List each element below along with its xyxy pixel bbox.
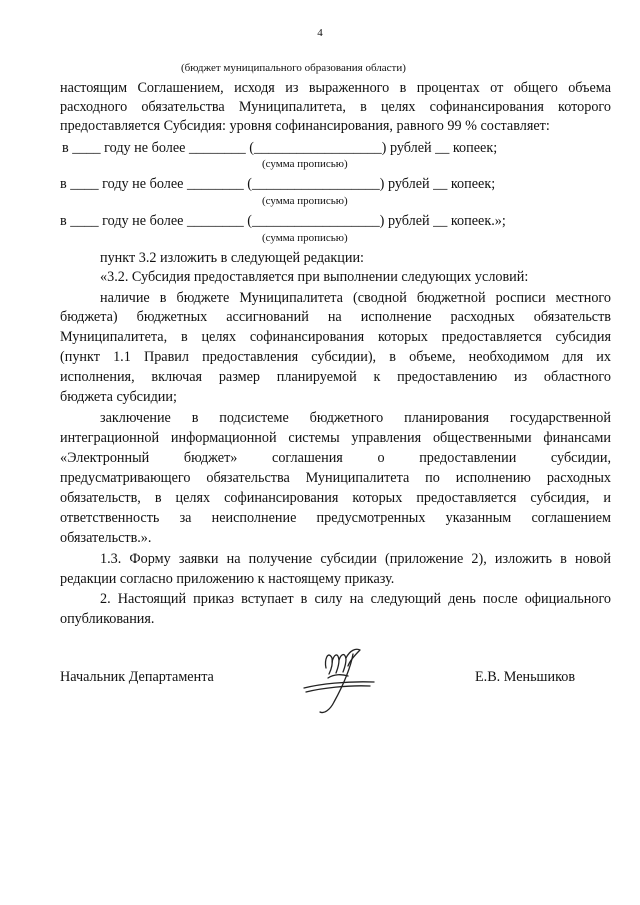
para2-line-3: «Электронный бюджет» соглашения о предоставлении субсидии, — [60, 450, 611, 466]
para1-line-5: исполнения, включая размер планируемой к предоставлению из областного — [60, 369, 611, 385]
item13-line-1: 1.3. Форму заявки на получение субсидии (приложение 2), изложить в новой — [100, 551, 611, 567]
item13-line-2: редакции согласно приложению к настоящему приказу. — [60, 571, 395, 587]
signer-title: Начальник Департамента — [60, 669, 214, 685]
para1-line-4: (пункт 1.1 Правил предоставления субсидии), в объеме, необходимом для их — [60, 349, 611, 365]
intro-line-3: предоставляется Субсидия: уровня софинансирования, равного 99 % составляет: — [60, 118, 550, 134]
handwritten-signature — [298, 640, 378, 720]
amount-note-2: (сумма прописью) — [262, 195, 348, 207]
intro-line-2: расходного обязательства Муниципалитета, в целях софинансирования которого — [60, 99, 611, 115]
para2-line-2: интеграционной информационной системы управления общественными финансами — [60, 430, 611, 446]
para1-line-1: наличие в бюджете Муниципалитета (сводной бюджетной росписи местного — [100, 290, 611, 306]
item2-line-1: 2. Настоящий приказ вступает в силу на следующий день после официального — [100, 591, 611, 607]
para2-line-1: заключение в подсистеме бюджетного планирования государственной — [100, 410, 611, 426]
para1-line-2: бюджета) бюджетных ассигнований на исполнение расходных обязательств — [60, 309, 611, 325]
clause-intro: пункт 3.2 изложить в следующей редакции: — [100, 250, 364, 266]
amount-note-1: (сумма прописью) — [262, 158, 348, 170]
para2-line-4: предусматривающего обязательства Муниципалитета по исполнению расходных — [60, 470, 611, 486]
para2-line-5: обязательств, в целях софинансирования которых предоставляется субсидия, и — [60, 490, 611, 506]
header-note: (бюджет муниципального образования области) — [181, 62, 406, 74]
amount-row-2: в ____ году не более ________ (__________________) рублей __ копеек; — [60, 176, 496, 192]
amount-row-3: в ____ году не более ________ (__________________) рублей __ копеек.»; — [60, 213, 506, 229]
para1-line-6: бюджета субсидии; — [60, 389, 177, 405]
amount-note-3: (сумма прописью) — [262, 232, 348, 244]
amount-row-1: в ____ году не более ________ (__________________) рублей __ копеек; — [62, 140, 498, 156]
para1-line-3: Муниципалитета, в целях софинансирования которых предоставляется субсидия — [60, 329, 611, 345]
para2-line-7: обязательств.». — [60, 530, 152, 546]
clause-title: «3.2. Субсидия предоставляется при выполнении следующих условий: — [100, 269, 529, 285]
para2-line-6: ответственность за неисполнение предусмотренных указанным соглашением — [60, 510, 611, 526]
signer-name: Е.В. Меньшиков — [475, 669, 576, 685]
item2-line-2: опубликования. — [60, 611, 155, 627]
intro-line-1: настоящим Соглашением, исходя из выраженного в процентах от общего объема — [60, 80, 611, 96]
page-number: 4 — [317, 27, 323, 39]
